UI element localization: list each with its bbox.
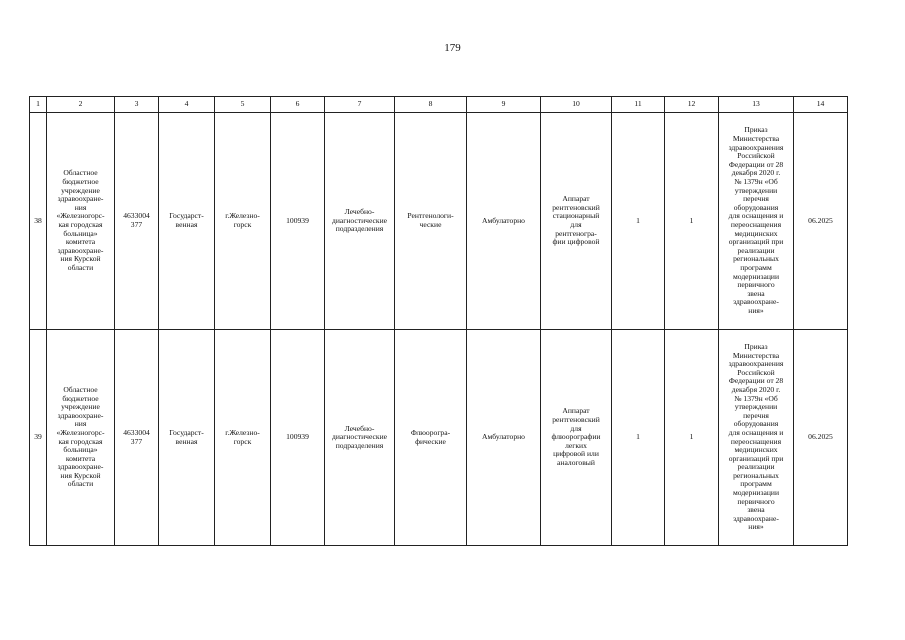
text-line: 377 [130,220,143,229]
text-line: программ [740,262,772,272]
text-line: Министерства [732,134,780,144]
profile-cell [395,113,467,330]
text-line: рентгеновский [552,415,600,425]
equipment-table [29,96,848,546]
text-line: оборудования [733,419,779,429]
text-line: здравоохране- [57,462,104,472]
text-line: организаций при [728,453,784,463]
care-mode-cell: Амбулаторно [467,330,541,546]
table-row [30,113,848,330]
text-line: региональных [733,470,779,480]
text-line: оборудования [733,202,779,212]
text-line: Рентгенологи- [407,211,454,221]
text-line: горск [233,220,252,229]
text-line: кая городская [58,220,103,229]
text-line: утверждении [734,402,778,412]
text-line: здравоохранения [728,359,784,369]
quantity-cell: 1 [612,113,665,330]
text-line: цифровой или [553,449,599,459]
text-line: ния» [748,305,764,315]
equipment-cell [541,330,612,546]
department-cell [325,113,395,330]
ownership-cell [159,330,215,546]
header-cell: 8 [395,97,467,113]
text-line: рентгеновский [552,202,600,212]
text-line: здравоохране- [733,297,779,307]
text-line: реализации [737,462,775,472]
text-line: здравоохране- [733,513,779,523]
text-line: переоснащения [730,220,782,229]
text-line: первичного [737,280,775,290]
text-line: «Железногорс- [56,211,105,221]
care-mode-cell: Амбулаторно [467,113,541,330]
text-line: Областное [63,168,98,178]
text-line: аналоговый [557,457,595,467]
header-cell: 4 [159,97,215,113]
text-line: декабря 2020 г. [731,168,781,178]
text-line: кая городская [58,436,103,446]
text-line: ния [74,419,87,429]
text-line: для оснащения и [728,211,784,221]
text-line: № 1379н «Об [734,177,778,187]
header-cell: 9 [467,97,541,113]
header-cell: 10 [541,97,612,113]
text-line: фии цифровой [552,237,600,247]
text-line: Приказ [744,125,768,135]
header-cell: 5 [215,97,271,113]
ownership-cell [159,113,215,330]
text-line: Министерства [732,350,780,360]
text-line: бюджетное [62,177,99,187]
index-cell: 100939 [271,330,325,546]
column-number-row [30,97,848,113]
text-line: Приказ [744,341,768,351]
department-cell [325,330,395,546]
text-line: горск [233,436,252,446]
text-line: диагностические [331,215,388,225]
header-cell: 6 [271,97,325,113]
text-line: первичного [737,496,775,506]
text-line: больница» [63,228,98,238]
text-line: Государст- [169,211,204,221]
index-cell: 100939 [271,113,325,330]
text-line: Флюорогра- [410,427,451,437]
text-line: Лечебно- [344,423,375,433]
text-line: модернизации [732,488,780,498]
profile-cell [395,330,467,546]
text-line: Российской [737,151,775,161]
text-line: г.Железно- [225,211,260,221]
text-line: утверждении [734,185,778,195]
text-line: области [67,262,94,272]
text-line: комитета [65,453,96,463]
text-line: звена [747,505,765,515]
text-line: здравоохране- [57,245,104,255]
text-line: диагностические [331,432,388,442]
legal-basis-cell [719,113,794,330]
text-line: «Железногорс- [56,427,105,437]
text-line: реализации [737,245,775,255]
text-line: ния Курской [60,254,101,264]
text-line: фические [415,436,446,446]
text-line: г.Железно- [225,427,260,437]
text-line: Лечебно- [344,207,375,217]
text-line: учреждение [61,185,100,195]
text-line: декабря 2020 г. [731,384,781,394]
text-line: медицинских [734,228,778,238]
legal-basis-cell [719,330,794,546]
row-number: 38 [30,113,47,330]
header-cell: 2 [47,97,115,113]
date-cell: 06.2025 [794,113,848,330]
text-line: 4633004 [123,427,150,437]
header-cell: 11 [612,97,665,113]
text-line: 377 [130,436,143,446]
quantity-cell: 1 [665,113,719,330]
page-number: 179 [444,42,461,54]
header-cell: 12 [665,97,719,113]
text-line: Государст- [169,427,204,437]
code-cell [115,113,159,330]
text-line: Аппарат [562,194,590,204]
text-line: подразделения [335,440,384,450]
text-line: здравоохране- [57,194,104,204]
text-line: медицинских [734,445,778,455]
header-cell: 14 [794,97,848,113]
text-line: для [570,220,582,229]
text-line: организаций при [728,237,784,247]
text-line: легких [565,440,587,450]
text-line: учреждение [61,402,100,412]
row-number: 39 [30,330,47,546]
organization-cell [47,330,115,546]
text-line: здравоохранения [728,142,784,152]
text-line: для [570,423,582,433]
text-line: подразделения [335,224,384,234]
text-line: флюорографии [551,432,601,442]
text-line: ния Курской [60,470,101,480]
text-line: стационарный [552,211,600,221]
text-line: перечня [743,194,769,204]
text-line: для оснащения и [728,427,784,437]
quantity-cell: 1 [612,330,665,546]
date-cell: 06.2025 [794,330,848,546]
header-cell: 1 [30,97,47,113]
text-line: № 1379н «Об [734,393,778,403]
text-line: здравоохране- [57,410,104,420]
text-line: звена [747,288,765,298]
text-line: рентгеногра- [555,228,597,238]
text-line: перечня [743,410,769,420]
header-cell: 3 [115,97,159,113]
text-line: ния [74,202,87,212]
text-line: 4633004 [123,211,150,221]
organization-cell [47,113,115,330]
text-line: переоснащения [730,436,782,446]
text-line: Федерации от 28 [728,159,784,169]
text-line: венная [175,220,198,229]
text-line: Областное [63,384,98,394]
equipment-cell [541,113,612,330]
text-line: больница» [63,445,98,455]
text-line: венная [175,436,198,446]
text-line: Российской [737,367,775,377]
header-cell: 13 [719,97,794,113]
header-cell: 7 [325,97,395,113]
table-row [30,330,848,546]
city-cell [215,113,271,330]
text-line: комитета [65,237,96,247]
city-cell [215,330,271,546]
code-cell [115,330,159,546]
text-line: модернизации [732,271,780,281]
text-line: ния» [748,522,764,532]
text-line: ческие [419,220,442,229]
text-line: региональных [733,254,779,264]
text-line: Федерации от 28 [728,376,784,386]
text-line: программ [740,479,772,489]
text-line: Аппарат [562,406,590,416]
quantity-cell: 1 [665,330,719,546]
text-line: бюджетное [62,393,99,403]
text-line: области [67,479,94,489]
